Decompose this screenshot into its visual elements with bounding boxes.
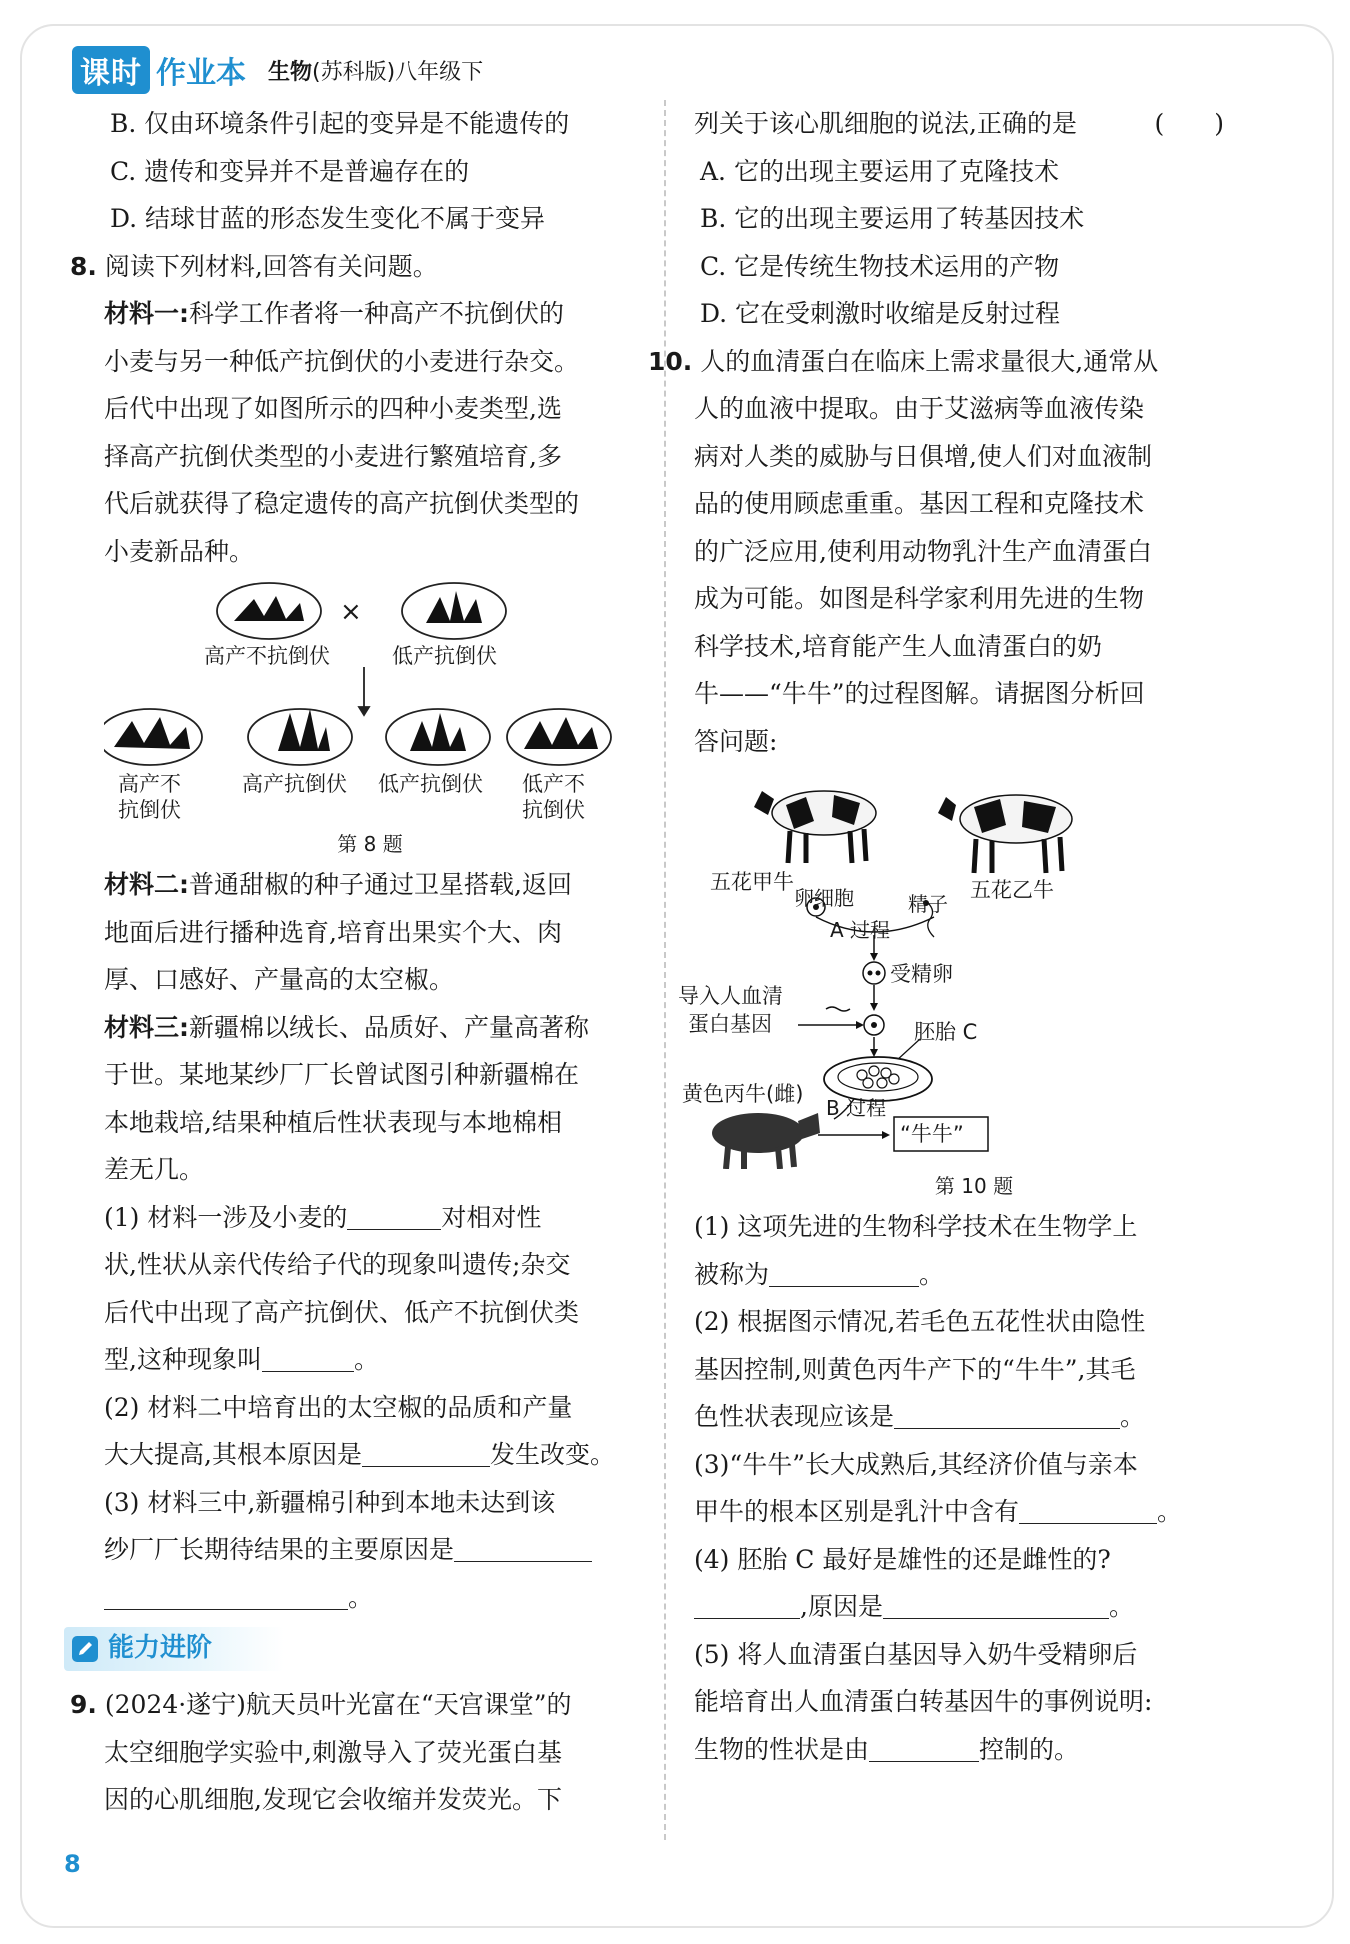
q10-sub4-line [694,1583,1254,1631]
q8-sub3-line [104,1526,636,1574]
q10-line: 人的血清蛋白在临床上需求量很大,通常从 [700,346,1159,376]
cow-a-label: 五花甲牛 [710,870,794,894]
child4-label-bottom: 抗倒伏 [522,798,585,822]
material3-line: 于世。某地某纱厂厂长曾试图引种新疆棉在 [104,1060,580,1089]
q9-option-c[interactable]: C. 它是传统生物技术运用的产物 [700,251,1060,281]
q9-option-d[interactable]: D. 它在受刺激时收缩是反射过程 [700,299,1061,328]
q7-option-d: D. 结球甘蓝的形态发生变化不属于变异 [110,204,546,233]
right-column [648,100,1254,1773]
q9-line: 太空细胞学实验中,刺激导入了荧光蛋白基 [104,1737,562,1767]
material1-line: 择高产抗倒伏类型的小麦进行繁殖培育,多 [104,441,562,471]
answer-blank[interactable] [869,1733,979,1762]
q7-option-c: C. 遗传和变异并不是普遍存在的 [110,156,470,186]
embryo-label: 胚胎 C [914,1020,978,1044]
q9-line-text: 列关于该心肌细胞的说法,正确的是 [694,109,1077,138]
cow-c-shape [712,1113,820,1169]
q10-sub3-line [694,1488,1254,1536]
q8-sub1 [104,1194,636,1242]
cow-a-shape [754,791,876,863]
parent2-label: 低产抗倒伏 [392,644,497,668]
answer-blank[interactable] [347,1201,441,1230]
q10-sub3-text: 。 [1157,1497,1183,1526]
figure-q8 [104,581,636,833]
q10-sub2-text: 色性状表现应该是 [694,1402,895,1431]
q10-line: 牛——“牛牛”的过程图解。请据图分析回 [694,679,1145,708]
process-a-label: A 过程 [830,918,891,942]
q10-sub2-line: 基因控制,则黄色丙牛产下的“牛牛”,其毛 [694,1354,1136,1384]
book-edition: (苏科版)八年级下 [312,59,484,85]
q8-sub2-line [104,1431,636,1479]
parent1-label: 高产不抗倒伏 [204,644,330,668]
material2-line: 厚、口感好、产量高的太空椒。 [104,965,455,994]
q8-sub1-line: 后代中出现了高产抗倒伏、低产不抗倒伏类 [104,1297,580,1327]
q10-sub2-line [694,1393,1254,1441]
q9-option-a[interactable]: A. 它的出现主要运用了克隆技术 [700,156,1059,186]
q10-stem [648,338,1254,386]
material1-line: 小麦新品种。 [104,536,255,566]
q8-sub1-text: 型,这种现象叫 [104,1345,262,1374]
q8-sub1-text: 对相对性 [441,1202,542,1232]
answer-blank[interactable] [883,1590,1109,1619]
q10-line: 人的血液中提取。由于艾滋病等血液传染 [694,394,1145,423]
q8-sub3-text: 纱厂厂长期待结果的主要原因是 [104,1535,455,1564]
q10-sub5: (5) 将人血清蛋白基因导入奶牛受精卵后 [694,1639,1138,1669]
material3-line: 差无几。 [104,1155,205,1184]
material1-line: 小麦与另一种低产抗倒伏的小麦进行杂交。 [104,346,580,376]
answer-blank[interactable] [454,1533,592,1562]
material3-label: 材料三: [104,1012,189,1042]
q8-sub1-text: 。 [353,1345,379,1374]
q8-sub1-line: 状,性状从亲代传给子代的现象叫遗传;杂交 [104,1250,571,1279]
wheat-cross-diagram [104,581,636,801]
q9-number: 9. [70,1690,97,1719]
q10-sub5-line [694,1726,1254,1774]
q10-line: 的广泛应用,使利用动物乳汁生产血清蛋白 [694,536,1152,566]
sperm-label: 精子 [908,892,948,916]
q8-material2 [104,861,636,909]
left-column [70,100,636,1824]
material2-label: 材料二: [104,870,189,899]
q8-stem-text: 阅读下列材料,回答有关问题。 [104,251,438,281]
cow-b-label: 五花乙牛 [970,878,1054,902]
egg-label: 卵细胞 [794,886,854,910]
q10-sub3-text: 甲牛的根本区别是乳汁中含有 [694,1497,1020,1526]
answer-blank[interactable] [894,1400,1120,1429]
pencil-icon [70,1634,100,1664]
answer-blank[interactable] [104,1581,348,1610]
material3-line: 新疆棉以绒长、品质好、产量高著称 [189,1012,590,1042]
zygote-label: 受精卵 [890,962,953,986]
q8-sub2-text: 发生改变。 [489,1440,615,1469]
material1-line: 代后就获得了稳定遗传的高产抗倒伏类型的 [104,489,580,518]
q8-sub2-text: 大大提高,其根本原因是 [104,1440,362,1469]
q9-line: (2024·遂宁)航天员叶光富在“天宫课堂”的 [104,1690,572,1719]
book-logo-text: 作业本 [156,56,246,91]
q10-line: 病对人类的威胁与日俱增,使人们对血液制 [694,441,1152,471]
answer-blank[interactable] [262,1343,354,1372]
book-subject: 生物 [268,59,313,85]
child2-label: 高产抗倒伏 [242,772,347,796]
q10-sub1-text: 。 [919,1259,945,1289]
result-label: “牛牛” [900,1122,964,1146]
q10-sub2-text: 。 [1120,1402,1146,1431]
q8-sub3-line [104,1574,636,1622]
q10-sub1-text: 被称为 [694,1259,770,1289]
q10-sub5-text: 生物的性状是由 [694,1734,870,1764]
book-logo: 课时 [72,46,150,94]
q8-material1 [104,290,636,338]
q10-sub5-line: 能培育出人血清蛋白转基因牛的事例说明: [694,1687,1153,1716]
q10-line: 科学技术,培育能产生人血清蛋白的奶 [694,631,1102,661]
q8-sub2: (2) 材料二中培育出的太空椒的品质和产量 [104,1392,573,1422]
q9-stem [70,1681,636,1729]
page-number: 8 [64,1850,81,1878]
q10-sub5-text: 控制的。 [979,1734,1080,1764]
q10-sub4: (4) 胚胎 C 最好是雄性的还是雌性的? [694,1544,1111,1574]
q10-sub1-line [694,1251,1254,1299]
q10-sub4-text: 。 [1108,1592,1134,1621]
figure-q10 [678,777,1254,1169]
figure-q10-caption: 第 10 题 [934,1174,1014,1198]
section-title: 能力进阶 [108,1633,213,1664]
q7-option-b: B. 仅由环境条件引起的变异是不能遗传的 [110,109,570,138]
q10-sub2: (2) 根据图示情况,若毛色五花性状由隐性 [694,1307,1146,1336]
q10-number: 10. [648,346,693,376]
q9-option-b[interactable]: B. 它的出现主要运用了转基因技术 [700,204,1085,233]
q8-material3 [104,1004,636,1052]
q10-line: 品的使用顾虑重重。基因工程和克隆技术 [694,489,1145,518]
q10-sub4-text: ,原因是 [800,1592,883,1621]
q10-line: 答问题: [694,726,778,756]
gene-label-bottom: 蛋白基因 [688,1012,772,1036]
material3-line: 本地栽培,结果种植后性状表现与本地棉相 [104,1107,562,1137]
material2-line: 普通甜椒的种子通过卫星搭载,返回 [189,870,572,899]
q10-line: 成为可能。如图是科学家利用先进的生物 [694,584,1145,613]
q8-sub3: (3) 材料三中,新疆棉引种到本地未达到该 [104,1487,556,1517]
process-b-label: B 过程 [826,1096,887,1120]
answer-bracket[interactable]: ( ) [1154,109,1224,138]
child3-label: 低产抗倒伏 [378,772,483,796]
q9-line: 因的心肌细胞,发现它会收缩并发荧光。下 [104,1785,562,1814]
cloning-process-diagram [694,777,1254,1169]
q9-line [694,100,1224,148]
answer-blank[interactable] [1019,1495,1157,1524]
q8-sub1-text: (1) 材料一涉及小麦的 [104,1202,348,1232]
figure-q8-caption: 第 8 题 [337,832,403,856]
material1-line: 科学工作者将一种高产不抗倒伏的 [189,299,565,328]
gene-label-top: 导入人血清 [678,984,783,1008]
answer-blank[interactable] [362,1438,490,1467]
section-banner [64,1627,284,1671]
material2-line: 地面后进行播种选育,培育出果实个大、肉 [104,917,562,947]
q8-sub1-line [104,1336,636,1384]
child1-label-top: 高产不 [118,772,181,796]
child1-label-bottom: 抗倒伏 [118,798,181,822]
q8-stem [70,243,636,291]
material1-label: 材料一: [104,299,189,328]
cow-c-label: 黄色丙牛(雌) [682,1082,804,1106]
q8-sub3-text: 。 [348,1582,374,1612]
cross-symbol: × [340,597,362,627]
child4-label-top: 低产不 [522,772,585,796]
answer-blank[interactable] [694,1590,800,1619]
answer-blank[interactable] [769,1258,919,1287]
q8-number: 8. [70,251,97,281]
cow-b-shape [938,795,1072,873]
q10-sub1: (1) 这项先进的生物科学技术在生物学上 [694,1212,1138,1241]
material1-line: 后代中出现了如图所示的四种小麦类型,选 [104,394,562,423]
page-header [72,46,483,94]
q10-sub3: (3)“牛牛”长大成熟后,其经济价值与亲本 [694,1449,1138,1479]
